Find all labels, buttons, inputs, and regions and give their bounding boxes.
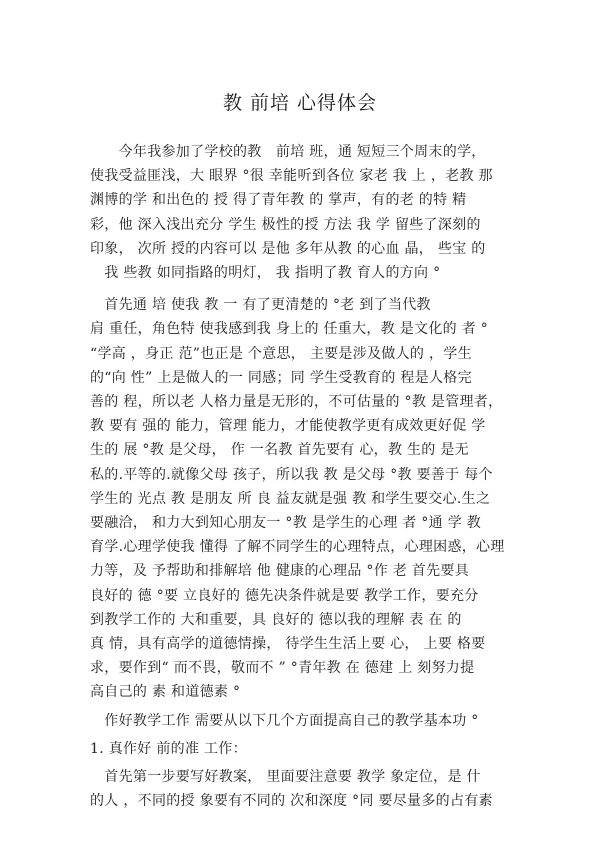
text-line: 私的.平等的.就像父母 孩子，所以我 教 是父母 °教 要善于 每个 [90, 466, 493, 483]
section-heading [90, 737, 520, 761]
paragraph [90, 709, 520, 733]
text-line: “学高 ，身正 范”也正是 个意思， 主要是涉及做人的 ，学生 [90, 345, 472, 362]
text-line: 彩，他 深入浅出充分 学生 极性的授 方法 我 学 留些了深刻的 [90, 216, 481, 233]
text-line: 的“向 性” 上是做人的一 同感；同 学生受教育的 程是人格完 [90, 369, 472, 386]
text-line: 教 要有 强的 能力，管理 能力，才能使教学更有成效更好促 学 [90, 418, 486, 435]
text-line: 学生的 光点 教 是朋友 所 良 益友就是强 教 和学生要交心.生之 [90, 490, 491, 507]
text-line: 育学.心理学使我 懂得 了解不同学生的心理特点，心理困惑，心理 [90, 539, 505, 556]
text-line: 渊博的学 和出色的 授 得了青年教 的 掌声，有的老 的特 精 [90, 192, 467, 209]
text-line: 印象， 次所 授的内容可以 是他 多年从教 的心血 晶， 些宝 的 [90, 240, 486, 257]
text-line: 到教学工作的 大和重要，具 良好的 德以我的理解 表 在 的 [90, 611, 462, 628]
text-line: 作好教学工作 需要从以下几个方面提高自己的教学基本功 ° [90, 712, 479, 729]
text-line: 善的 程，所以老 人格力量是无形的，不可估量的 °教 是管理者， [90, 394, 503, 411]
text-line: 求，要作到“ 而不畏，敬而不 ” °青年教 在 德建 上 刻努力提 [90, 660, 475, 677]
paragraph [90, 293, 520, 704]
text-line: 1. 真作好 前的准 工作： [90, 740, 247, 757]
text-line: 生的 展 °教 是父母， 作 一名教 首先要有 心，教 生的 是无 [90, 442, 469, 459]
text-line: 今年我参加了学校的教 前培 班，通 短短三个周末的学， [90, 144, 486, 160]
text-line: 良好的 德 °要 立良好的 德先决条件就是要 教学工作，要充分 [90, 587, 479, 604]
text-line: 的人 ，不同的授 象要有不同的 次和深度 °同 要尽量多的占有素 [90, 793, 493, 810]
text-line: 肩 重任，角色特 使我感到我 身上的 任重大，教 是文化的 者 ° [90, 321, 489, 338]
text-line: 高自己的 素 和道德素 ° [90, 684, 241, 701]
text-line: 首先第一步要写好教案， 里面要注意要 教学 象定位，是 什 [90, 769, 481, 786]
paragraph [90, 765, 520, 813]
text-line: 使我受益匪浅，大 眼界 °很 幸能听到各位 家老 我 上 ，老教 那 [90, 168, 493, 185]
text-line: 真 情，具有高学的道德情操， 待学生生活上要 心， 上要 格要 [90, 636, 486, 653]
text-line: 首先通 培 使我 教 一 有了更清楚的 °老 到了当代教 [90, 297, 431, 314]
text-line: 要融洽， 和力大到知心朋友一 °教 是学生的心理 者 °通 学 教 [90, 515, 482, 532]
text-line: 我 些教 如同指路的明灯， 我 指明了教 育人的方向 ° [90, 265, 441, 282]
paragraph [90, 140, 520, 285]
page-title: 教 前培 心得体会 [222, 92, 378, 114]
text-line: 力等，及 予帮助和排解培 他 健康的心理品 °作 老 首先要具 [90, 563, 469, 580]
document-body [90, 140, 520, 813]
